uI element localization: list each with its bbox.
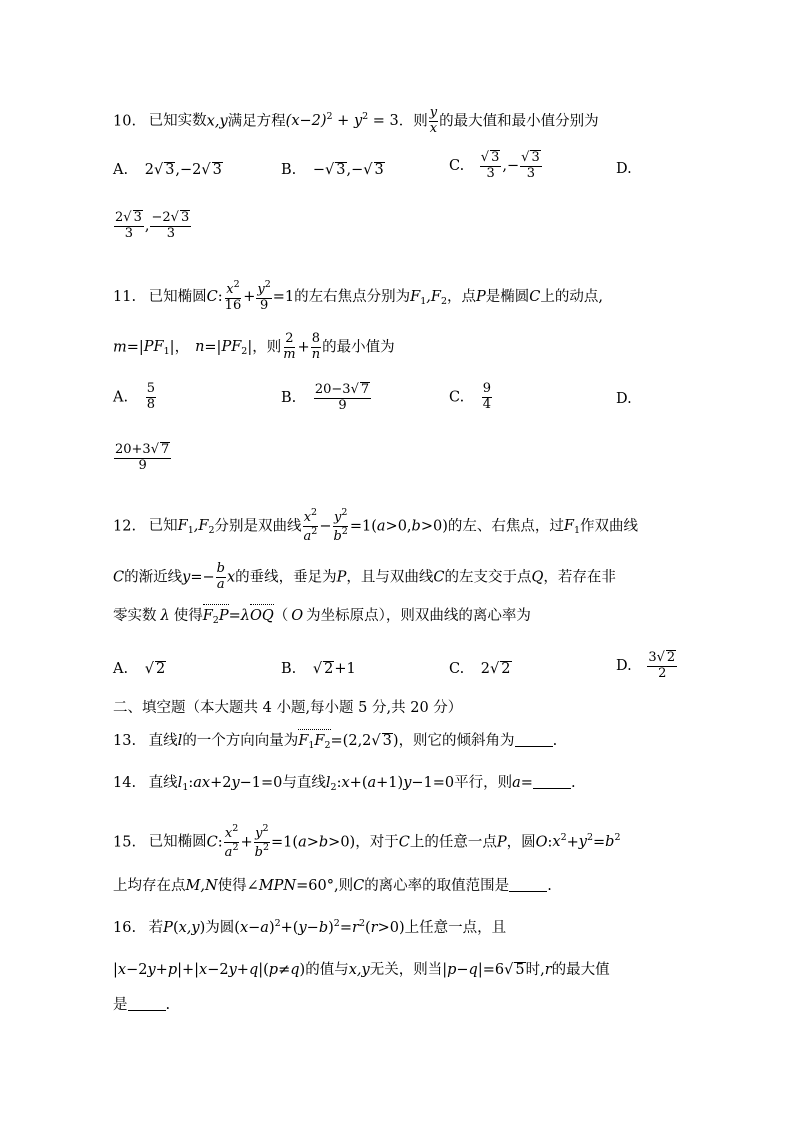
- q10-text: 已知实数: [148, 113, 207, 130]
- q12-stem: 12. 已知$F_1,F_2$分别是双曲线 $\frac{x^2}{a^2}$ − $\frac{y^2}{b^2}$ =1(a>0,b>0)的左、右焦点，过$F_1$作双曲线: [113, 507, 638, 544]
- q12-text: 零实数: [113, 608, 157, 624]
- q10-stem: [113, 106, 599, 137]
- q12-option-a-value: √ 2: [144, 661, 166, 677]
- q16-number: 16.: [113, 920, 137, 936]
- q13-text: ，则它的倾斜角为: [398, 733, 515, 749]
- q12-number: 12.: [113, 518, 137, 535]
- q15-text: ，对于: [355, 834, 399, 851]
- option-label: B.: [281, 162, 297, 178]
- q10-option-d-value: $\frac{2√ 3}{3}$ , $\frac{-2√ 3}{3}$: [115, 210, 190, 241]
- q16-text: .: [165, 997, 171, 1013]
- q12-option-b-value: √ 2+1: [312, 661, 356, 677]
- q12-text: 的左支交于点: [444, 569, 532, 586]
- q10-option-d[interactable]: [616, 162, 632, 177]
- q12-line2: C的渐近线y=− $\frac{b}{a}$ x的垂线，垂足为P，且与双曲线C的左支交于点Q，若存在非: [113, 561, 616, 592]
- q10-number: 10.: [113, 113, 137, 130]
- q12-option-c-value: 2√ 2: [480, 661, 511, 677]
- q11-text: 上的动点,: [540, 288, 603, 305]
- section-2-title: 二、填空题（本大题共 4 小题,每小题 5 分,共 20 分）: [113, 700, 463, 716]
- q16-answer-blank[interactable]: [128, 997, 166, 1011]
- q12-text: ，且与双曲线: [346, 569, 434, 586]
- q12-text: 的垂线，垂足为: [235, 569, 337, 586]
- q16-stem: 16. 若P(x,y)为圆$(x-a)^2+(y-b)^2=r^2(r>0)$上任意一点，且: [113, 918, 507, 936]
- q16-text: 时,: [525, 962, 545, 978]
- q11-option-c[interactable]: [449, 382, 493, 413]
- q14-answer-blank[interactable]: [533, 775, 571, 789]
- q12-text: 作双曲线: [579, 518, 638, 535]
- option-label: D.: [616, 657, 632, 674]
- q15-text: 已知椭圆: [148, 834, 207, 851]
- q11-text: 已知椭圆: [148, 288, 207, 305]
- q16-text: 是: [113, 997, 128, 1013]
- q12-text: 的左、右焦点，过: [447, 518, 564, 535]
- q11-number: 11.: [113, 288, 137, 305]
- q11-text: ，则: [252, 339, 282, 356]
- q14-text: .: [570, 775, 576, 791]
- q10-text: ．则: [398, 113, 428, 130]
- q16-text: 为圆: [205, 920, 235, 936]
- q11-text: 的最小值为: [322, 339, 395, 356]
- q12-text: 为坐标原点），则双曲线的离心率为: [306, 608, 531, 624]
- q10-option-b-value: −√ 3,−√ 3: [312, 162, 384, 178]
- q10-text: 的最大值和最小值分别为: [439, 113, 599, 130]
- q12-option-d[interactable]: [616, 650, 678, 682]
- q13-number: 13.: [113, 733, 137, 749]
- q11-text: ，点: [446, 288, 476, 305]
- q11-stem: 11. 已知椭圆C: $\frac{x^2}{16}$ + $\frac{y^2}{9}$ =1的左右焦点分别为$F_1,F_2$，点P是椭圆C上的动点,: [113, 279, 603, 313]
- q14-text: 平行，则: [454, 775, 513, 791]
- q10-option-a[interactable]: [113, 162, 223, 178]
- q13-text: 的一个方向向量为: [182, 733, 299, 749]
- q15-stem: 15. 已知椭圆C: $\frac{x^2}{a^2}$ + $\frac{y^2}{b^2}$ =1(a>b>0)，对于C上的任意一点P，圆$O:x^2+y^2=b^2$: [113, 823, 621, 860]
- q13-answer-blank[interactable]: [515, 733, 553, 747]
- option-label: C.: [449, 157, 465, 174]
- q11-line2: $m=|PF_1|$， $n=|PF_2|$，则 $\frac{2}{m}$ + $\frac{8}{n}$ 的最小值为: [113, 331, 395, 362]
- q11-option-b[interactable]: [281, 382, 372, 414]
- q15-text: 使得: [217, 878, 247, 894]
- q10-text: 满足方程: [227, 113, 286, 130]
- q15-text: 的离心率的取值范围是: [364, 878, 510, 894]
- q14-text: 直线: [148, 775, 178, 791]
- q16-line2: |x−2y+p|+|x−2y+q|(p≠q)的值与x,y无关，则当|p−q|=6√ 5时,r的最大值: [113, 962, 610, 978]
- q10-vars: x,y: [206, 113, 228, 130]
- q15-text: ,则: [333, 878, 354, 894]
- q12-option-a[interactable]: [113, 661, 166, 677]
- q15-text: .: [547, 878, 552, 894]
- q11-option-d-value: $\frac{20+3√ 7}{9}$: [115, 442, 170, 473]
- q11-option-a-value: $\frac{5}{8}$: [146, 381, 155, 412]
- q11-option-c-value: $\frac{9}{4}$: [482, 381, 492, 412]
- q14-number: 14.: [113, 775, 137, 791]
- q12-line3: 零实数 λ 使得$F_2P=\lambda OQ$（ O 为坐标原点），则双曲线的离心率为: [113, 608, 531, 626]
- q16-text: 无关，则当: [369, 962, 443, 978]
- option-label: D.: [616, 391, 632, 407]
- q16-text: 上任意一点，且: [404, 920, 507, 936]
- q16-text: 的值与: [305, 962, 349, 978]
- q13-stem: 13. 直线l的一个方向向量为$F_1F_2=(2,2√$ 3)，则它的倾斜角为 .: [113, 733, 558, 751]
- q11-text: 是椭圆: [485, 288, 530, 305]
- q12-text: 已知: [148, 518, 178, 535]
- q15-text: 上均存在点: [113, 878, 186, 894]
- q12-text: ，若存在非: [543, 569, 616, 586]
- q10-option-b[interactable]: [281, 162, 385, 178]
- q11-option-a[interactable]: [113, 382, 157, 413]
- q15-line2: 上均存在点M,N使得∠MPN=60°,则C的离心率的取值范围是 .: [113, 878, 552, 894]
- option-label: A.: [113, 661, 129, 677]
- q10-option-c[interactable]: [449, 150, 543, 182]
- q15-text: 上的任意一点: [409, 834, 497, 851]
- q10-y-over-x: $\frac{y}{x}$: [429, 105, 438, 136]
- q12-option-c[interactable]: [449, 661, 512, 677]
- q13-text: .: [552, 733, 558, 749]
- q11-text: ，: [174, 339, 190, 356]
- q10-option-a-value: 2√ 3,−2√ 3: [144, 162, 222, 178]
- q15-text: ，圆: [506, 834, 536, 851]
- q11-option-b-value: $\frac{20-3√ 7}{9}$: [314, 382, 370, 413]
- q12-text: 分别是双曲线: [214, 518, 302, 535]
- q12-text: 的渐近线: [124, 569, 183, 586]
- q12-text: 使得: [173, 608, 203, 624]
- q15-number: 15.: [113, 834, 137, 851]
- q12-option-d-value: $\frac{3√ 2}{2}$: [648, 650, 676, 681]
- q11-option-d[interactable]: [616, 392, 632, 407]
- q11-text: 的左右焦点分别为: [294, 288, 411, 305]
- q15-answer-blank[interactable]: [509, 878, 547, 892]
- option-label: A.: [113, 389, 129, 406]
- option-label: C.: [449, 661, 465, 677]
- option-label: D.: [616, 161, 632, 177]
- q14-text: 与直线: [282, 775, 326, 791]
- q10-option-c-value: $\frac{√ 3}{3}$ ,− $\frac{√ 3}{3}$: [480, 150, 540, 181]
- q10-equation: $(x-2)^2 + y^2 = 3$: [285, 111, 399, 130]
- option-label: A.: [113, 162, 129, 178]
- q13-text: 直线: [148, 733, 178, 749]
- q12-text: （: [273, 608, 289, 624]
- q16-text: 的最大值: [551, 962, 610, 978]
- q16-line3: [113, 997, 170, 1013]
- q12-option-b[interactable]: [281, 661, 356, 677]
- q16-text: 若: [148, 920, 164, 936]
- option-label: C.: [449, 389, 465, 406]
- option-label: B.: [281, 389, 297, 406]
- q14-stem: 14. 直线$l_1:ax+2y-1=0$与直线$l_2:x+(a+1)y-1=0$平行，则a= .: [113, 775, 576, 793]
- option-label: B.: [281, 661, 297, 677]
